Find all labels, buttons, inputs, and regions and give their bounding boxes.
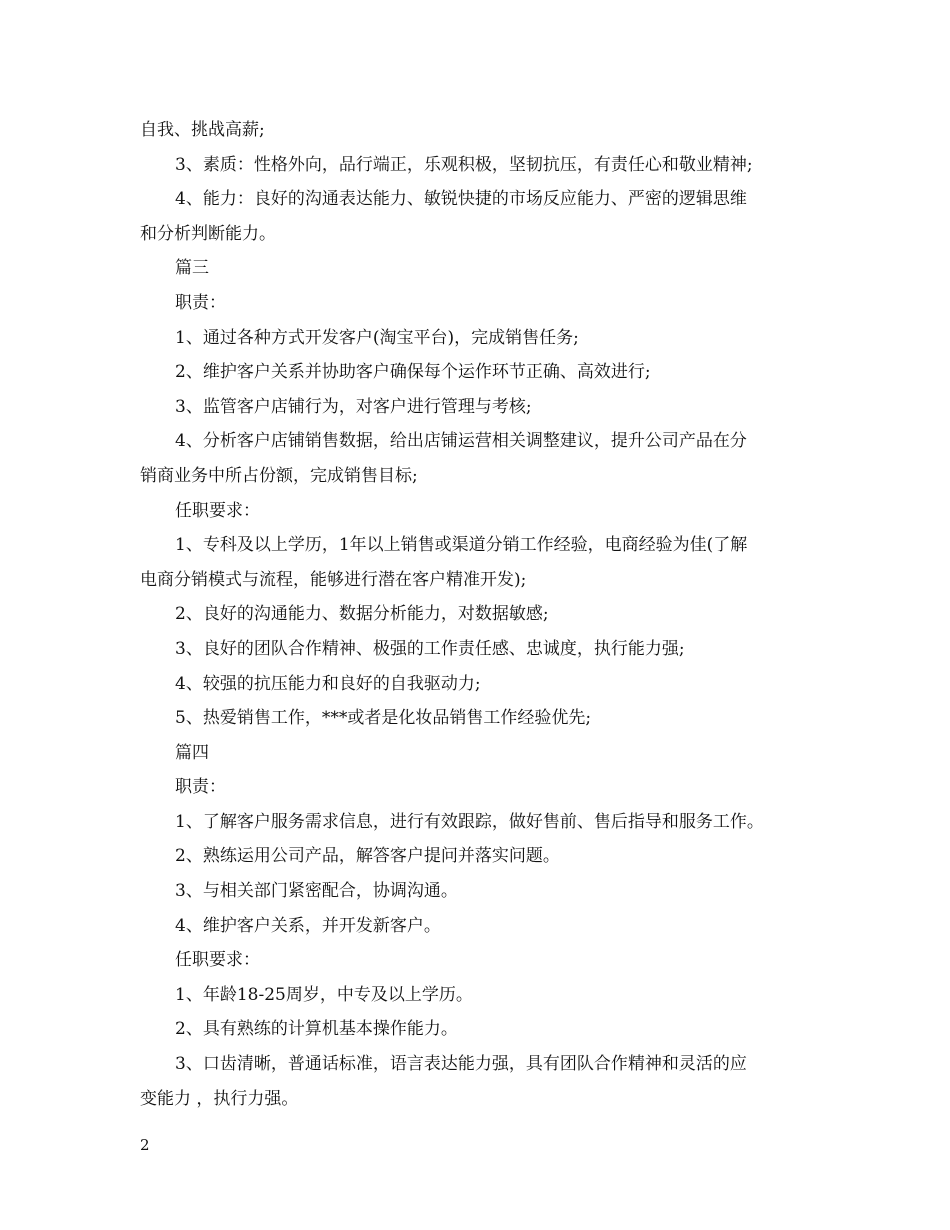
text-line: 4、维护客户关系，并开发新客户。 <box>175 915 441 936</box>
text-line: 自我、挑战高薪; <box>140 120 265 140</box>
text-line: 篇三 <box>175 258 209 279</box>
page-number: 2 <box>140 1136 150 1154</box>
text-line: 任职要求： <box>175 950 260 971</box>
text-line: 2、良好的沟通能力、数据分析能力，对数据敏感; <box>175 604 549 625</box>
text-line: 2、熟练运用公司产品，解答客户提问并落实问题。 <box>175 846 560 867</box>
text-line: 职责： <box>175 777 226 798</box>
text-line: 和分析判断能力。 <box>140 223 276 244</box>
text-line: 4、分析客户店铺销售数据，给出店铺运营相关调整建议，提升公司产品在分 <box>175 431 747 452</box>
text-line: 2、维护客户关系并协助客户确保每个运作环节正确、高效进行; <box>175 362 651 383</box>
text-line: 任职要求： <box>175 500 260 521</box>
text-line: 4、能力：良好的沟通表达能力、敏锐快捷的市场反应能力、严密的逻辑思维 <box>175 189 747 210</box>
text-line: 3、监管客户店铺行为，对客户进行管理与考核; <box>175 396 532 417</box>
text-line: 1、通过各种方式开发客户(淘宝平台)，完成销售任务; <box>175 327 579 348</box>
text-line: 3、素质：性格外向，品行端正，乐观积极，坚韧抗压，有责任心和敬业精神; <box>175 154 753 175</box>
text-line: 1、专科及以上学历，1年以上销售或渠道分销工作经验，电商经验为佳(了解 <box>175 535 748 556</box>
text-line: 4、较强的抗压能力和良好的自我驱动力; <box>175 673 481 694</box>
text-line: 3、与相关部门紧密配合，协调沟通。 <box>175 881 458 902</box>
text-line: 3、良好的团队合作精神、极强的工作责任感、忠诚度，执行能力强; <box>175 638 685 659</box>
text-line: 3、口齿清晰，普通话标准，语言表达能力强，具有团队合作精神和灵活的应 <box>175 1054 747 1075</box>
text-line: 2、具有熟练的计算机基本操作能力。 <box>175 1019 458 1040</box>
text-line: 1、年龄18-25周岁，中专及以上学历。 <box>175 984 473 1005</box>
text-line: 篇四 <box>175 742 209 763</box>
text-line: 销商业务中所占份额，完成销售目标; <box>140 465 418 486</box>
text-line: 电商分销模式与流程，能够进行潜在客户精准开发); <box>140 569 527 590</box>
document-body <box>140 113 812 1116</box>
text-line: 变能力 ，执行力强。 <box>140 1088 299 1109</box>
text-line: 职责： <box>175 292 226 313</box>
text-line: 1、了解客户服务需求信息，进行有效跟踪，做好售前、售后指导和服务工作。 <box>175 811 764 832</box>
text-line: 5、热爱销售工作，***或者是化妆品销售工作经验优先; <box>175 708 592 729</box>
